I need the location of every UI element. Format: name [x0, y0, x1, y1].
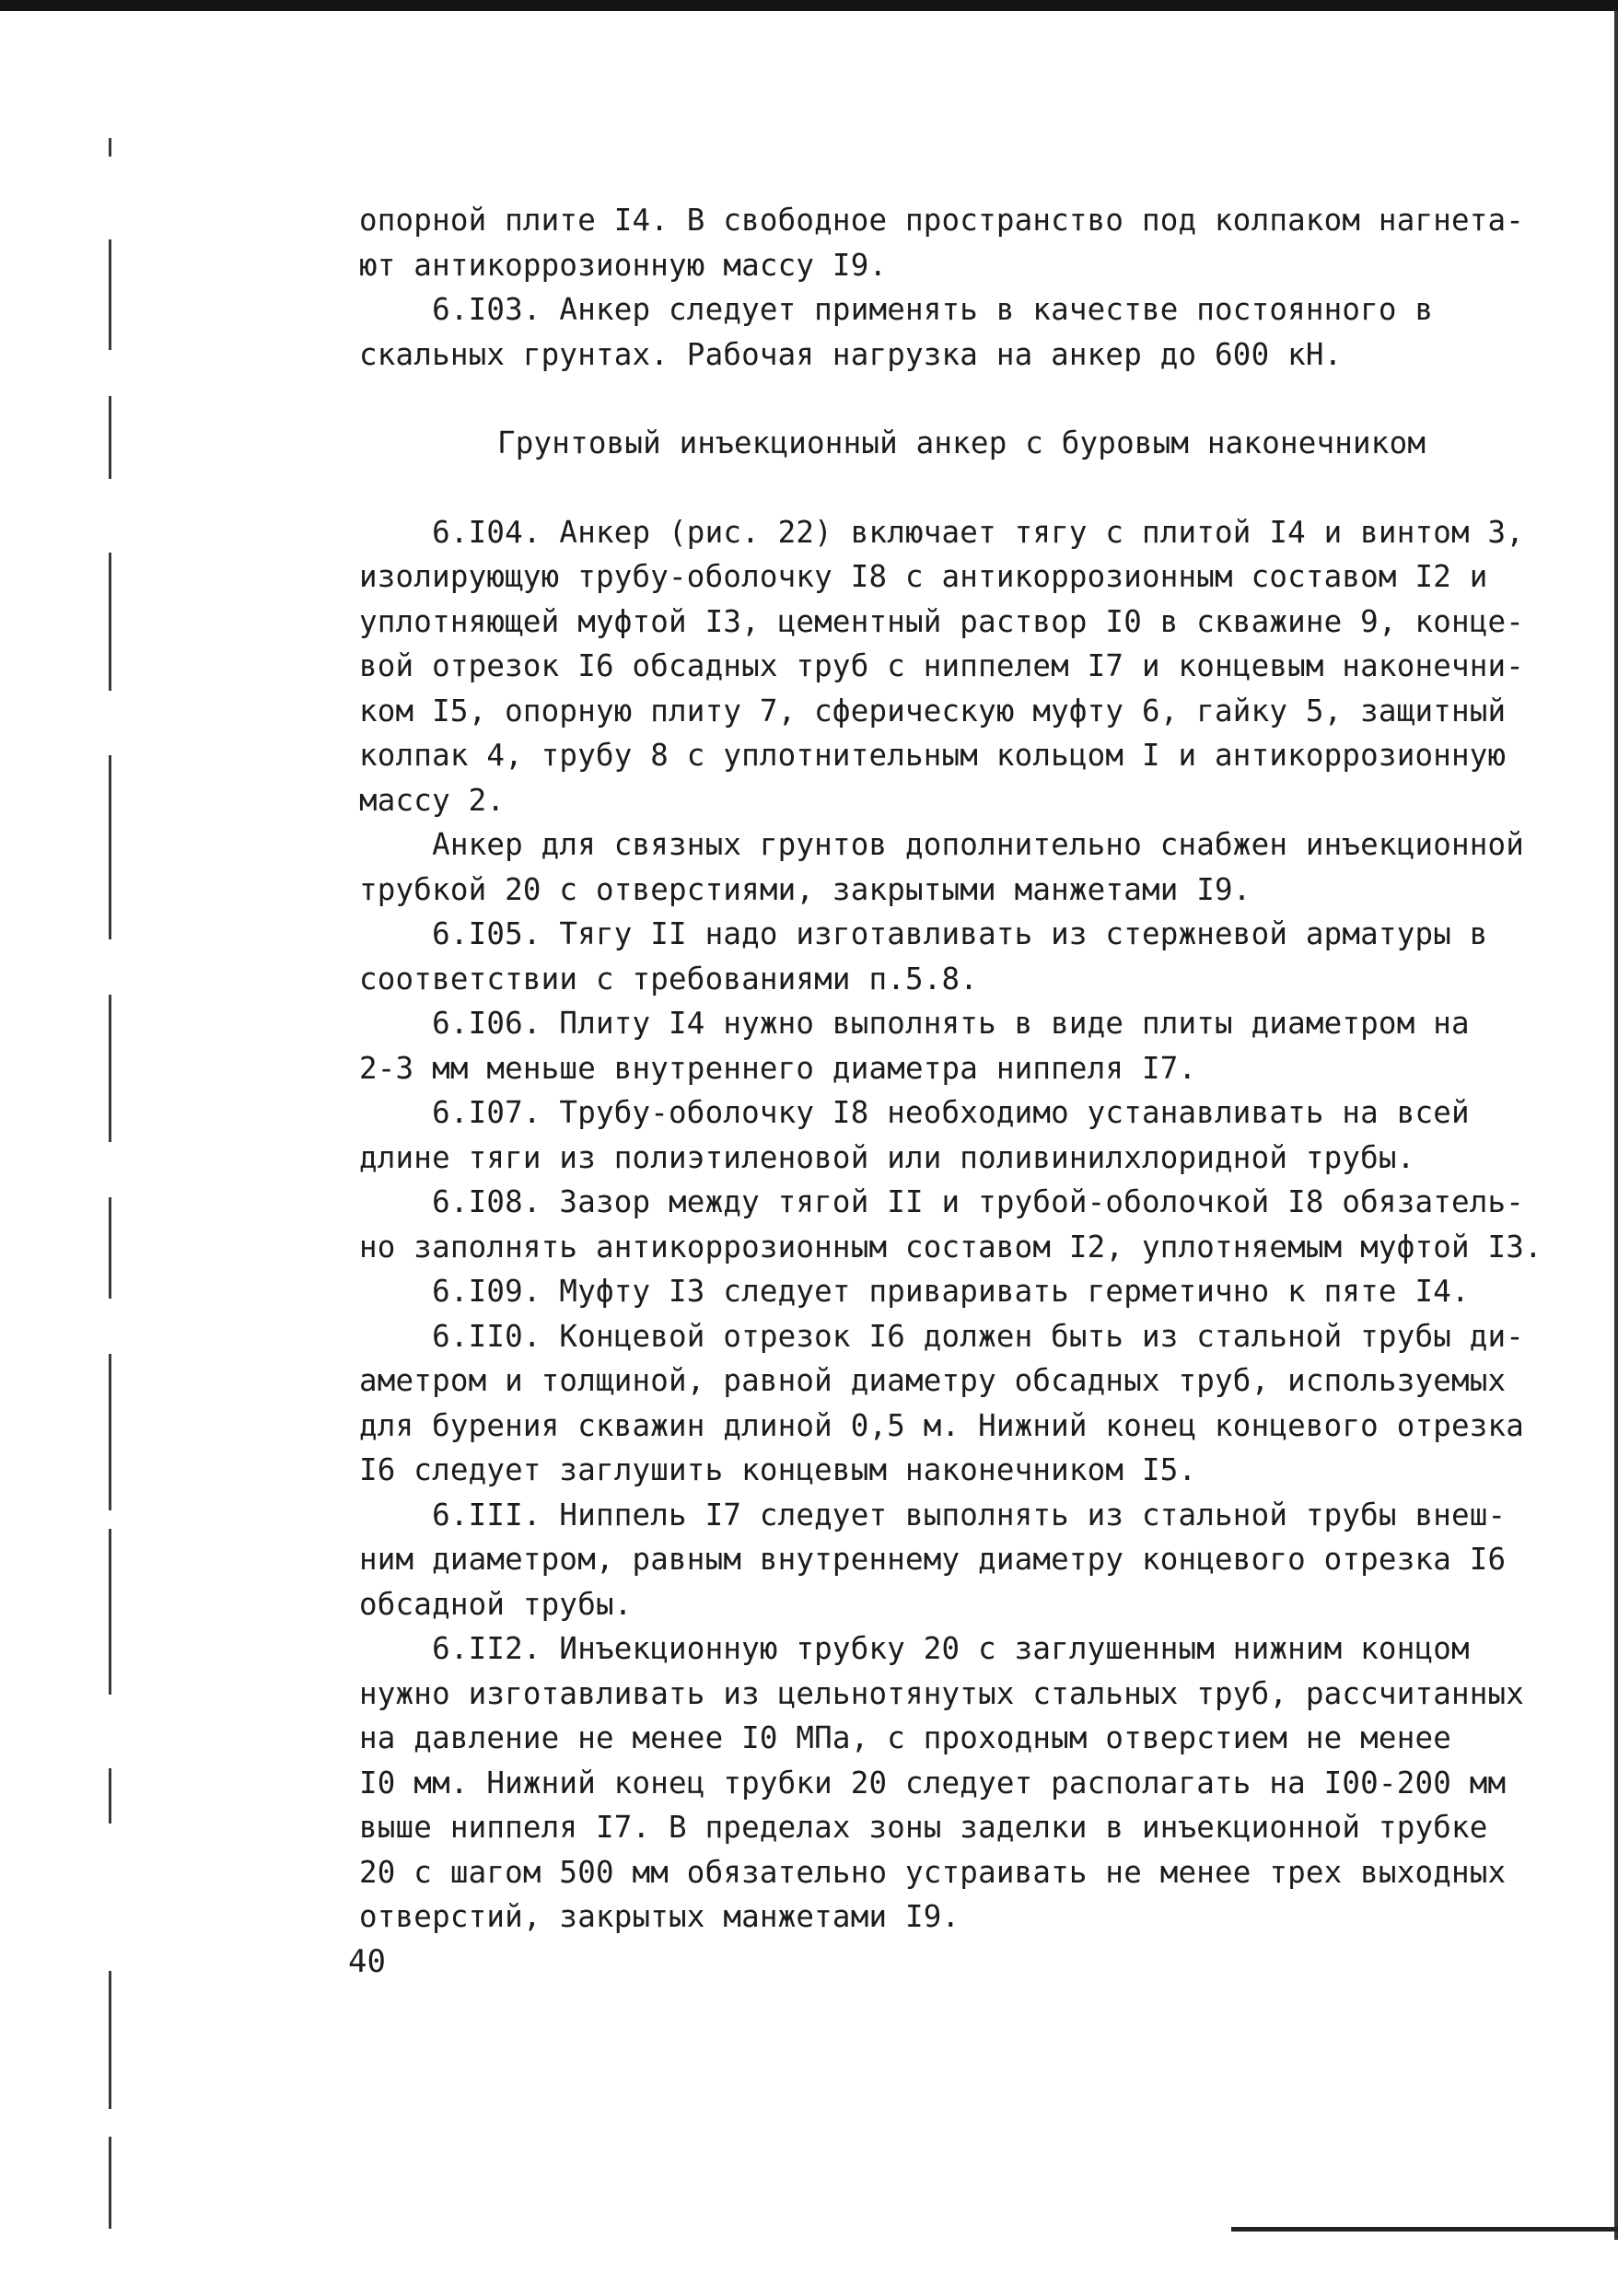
scan-bottom-edge [1231, 2227, 1618, 2232]
text-line: Анкер для связных грунтов дополнительно снабжен инъекционной [359, 827, 1525, 862]
body-text [359, 510, 1556, 1940]
text-line: на давление не менее I0 МПа, с проходным отверстием не менее [359, 1720, 1451, 1755]
text-line: трубкой 20 с отверстиями, закрытыми манжетами I9. [359, 871, 1251, 907]
text-line: соответствии с требованиями п.5.8. [359, 961, 979, 996]
binding-marks [109, 111, 122, 2229]
text-line: но заполнять антикоррозионным составом I2, уплотняемым муфтой I3. [359, 1229, 1542, 1265]
text-line: 2-3 мм меньше внутреннего диаметра ниппеля I7. [359, 1050, 1197, 1086]
text-line: выше ниппеля I7. В пределах зоны заделки в инъекционной трубке [359, 1810, 1488, 1845]
text-line: 6.III. Ниппель I7 следует выполнять из стальной трубы внеш- [359, 1497, 1507, 1533]
text-line: опорной плите I4. В свободное пространство под колпаком нагнета- [359, 203, 1525, 238]
text-line: изолирующую трубу-оболочку I8 с антикоррозионным составом I2 и [359, 559, 1488, 594]
text-line: вой отрезок I6 обсадных труб с ниппелем I7 и концевым наконечни- [359, 648, 1525, 683]
text-line: уплотняющей муфтой I3, цементный раствор I0 в скважине 9, конце- [359, 603, 1525, 639]
scan-right-edge [1614, 11, 1618, 2240]
text-line: 6.I05. Тягу II надо изготавливать из стержневой арматуры в [359, 916, 1488, 951]
text-line: аметром и толщиной, равной диаметру обсадных труб, используемых [359, 1363, 1507, 1398]
section-heading: Грунтовый инъекционный анкер с буровым наконечником [497, 425, 1426, 460]
text-line: 20 с шагом 500 мм обязательно устраивать не менее трех выходных [359, 1854, 1507, 1890]
text-line: 6.II0. Концевой отрезок I6 должен быть из стальной трубы ди- [359, 1318, 1525, 1354]
text-line: для бурения скважин длиной 0,5 м. Нижний конец концевого отрезка [359, 1407, 1525, 1443]
text-line: колпак 4, трубу 8 с уплотнительным кольцом I и антикоррозионную [359, 738, 1507, 773]
scan-top-edge [0, 0, 1618, 11]
text-line: 6.I04. Анкер (рис. 22) включает тягу с плитой I4 и винтом 3, [359, 514, 1525, 550]
text-line: 6.I03. Анкер следует применять в качестве постоянного в [359, 292, 1434, 327]
text-line: I6 следует заглушить концевым наконечником I5. [359, 1452, 1197, 1487]
text-line: 6.I07. Трубу-оболочку I8 необходимо устанавливать на всей [359, 1095, 1470, 1130]
text-line: нужно изготавливать из цельнотянутых стальных труб, рассчитанных [359, 1675, 1525, 1711]
text-line: ют антикоррозионную массу I9. [359, 247, 888, 283]
text-line: I0 мм. Нижний конец трубки 20 следует располагать на I00-200 мм [359, 1765, 1507, 1801]
text-line: 6.I06. Плиту I4 нужно выполнять в виде плиты диаметром на [359, 1006, 1470, 1041]
text-line: скальных грунтах. Рабочая нагрузка на анкер до 600 кН. [359, 336, 1343, 372]
text-line: ним диаметром, равным внутреннему диаметру концевого отрезка I6 [359, 1542, 1507, 1577]
text-line: длине тяги из полиэтиленовой или поливинилхлоридной трубы. [359, 1139, 1415, 1175]
text-line: ком I5, опорную плиту 7, сферическую муфту 6, гайку 5, защитный [359, 693, 1507, 728]
text-line: отверстий, закрытых манжетами I9. [359, 1899, 960, 1934]
text-line: 6.I09. Муфту I3 следует приваривать герметично к пяте I4. [359, 1274, 1470, 1309]
text-line: обсадной трубы. [359, 1586, 633, 1622]
text-line: 6.I08. Зазор между тягой II и трубой-оболочкой I8 обязатель- [359, 1184, 1525, 1219]
text-line: массу 2. [359, 782, 506, 818]
page-text [359, 198, 1556, 1940]
page-number: 40 [348, 1943, 386, 1980]
text-line: 6.II2. Инъекционную трубку 20 с заглушенным нижним концом [359, 1631, 1470, 1666]
